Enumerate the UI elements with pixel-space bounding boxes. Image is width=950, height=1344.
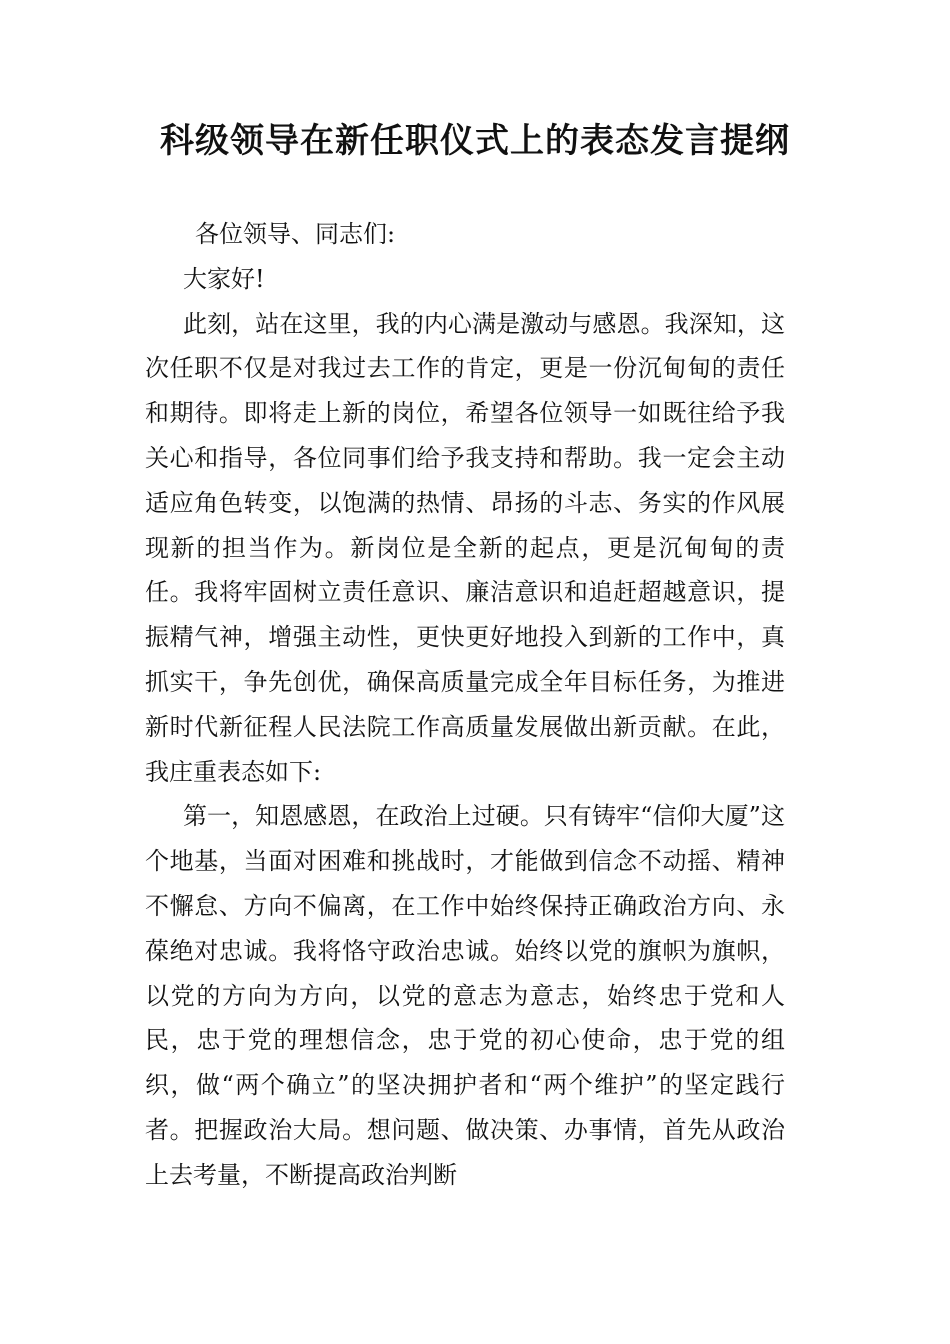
salutation: 各位领导、同志们: (195, 220, 396, 248)
paragraph-intro: 此刻，站在这里，我的内心满是激动与感恩。我深知，这次任职不仅是对我过去工作的肯定，更是一份沉甸甸的责任和期待。即将走上新的岗位，希望各位领导一如既往给予我关心和指导，各位同事们给予我支持和帮助。我一定会主动适应角色转变，以饱满的热情、昂扬的斗志、务实的作风展现新的担当作为。新岗位是全新的起点，更是沉甸甸的责任。我将牢固树立责任意识、廉洁意识和追赶超越意识，提振精气神，增强主动性，更快更好地投入到新的工作中，真抓实干，争先创优，确保高质量完成全年目标任务，为推进新时代新征程人民法院工作高质量发展做出新贡献。在此，我庄重表态如下: (145, 309, 785, 786)
paragraph-first-point: 第一，知恩感恩，在政治上过硬。只有铸牢“信仰大厦”这个地基，当面对困难和挑战时，才能做到信念不动摇、精神不懈怠、方向不偏离，在工作中始终保持正确政治方向、永葆绝对忠诚。我将恪守政治忠诚。始终以党的旗帜为旗帜，以党的方向为方向，以党的意志为意志，始终忠于党和人民，忠于党的理想信念，忠于党的初心使命，忠于党的组织，做“两个确立”的坚决拥护者和“两个维护”的坚定践行者。把握政治大局。想问题、做决策、办事情，首先从政治上去考量，不断提高政治判断 (145, 802, 785, 1189)
document-body (145, 212, 785, 1198)
greeting: 大家好! (183, 264, 265, 293)
document-title: 科级领导在新任职仪式上的表态发言提纲 (160, 121, 790, 161)
